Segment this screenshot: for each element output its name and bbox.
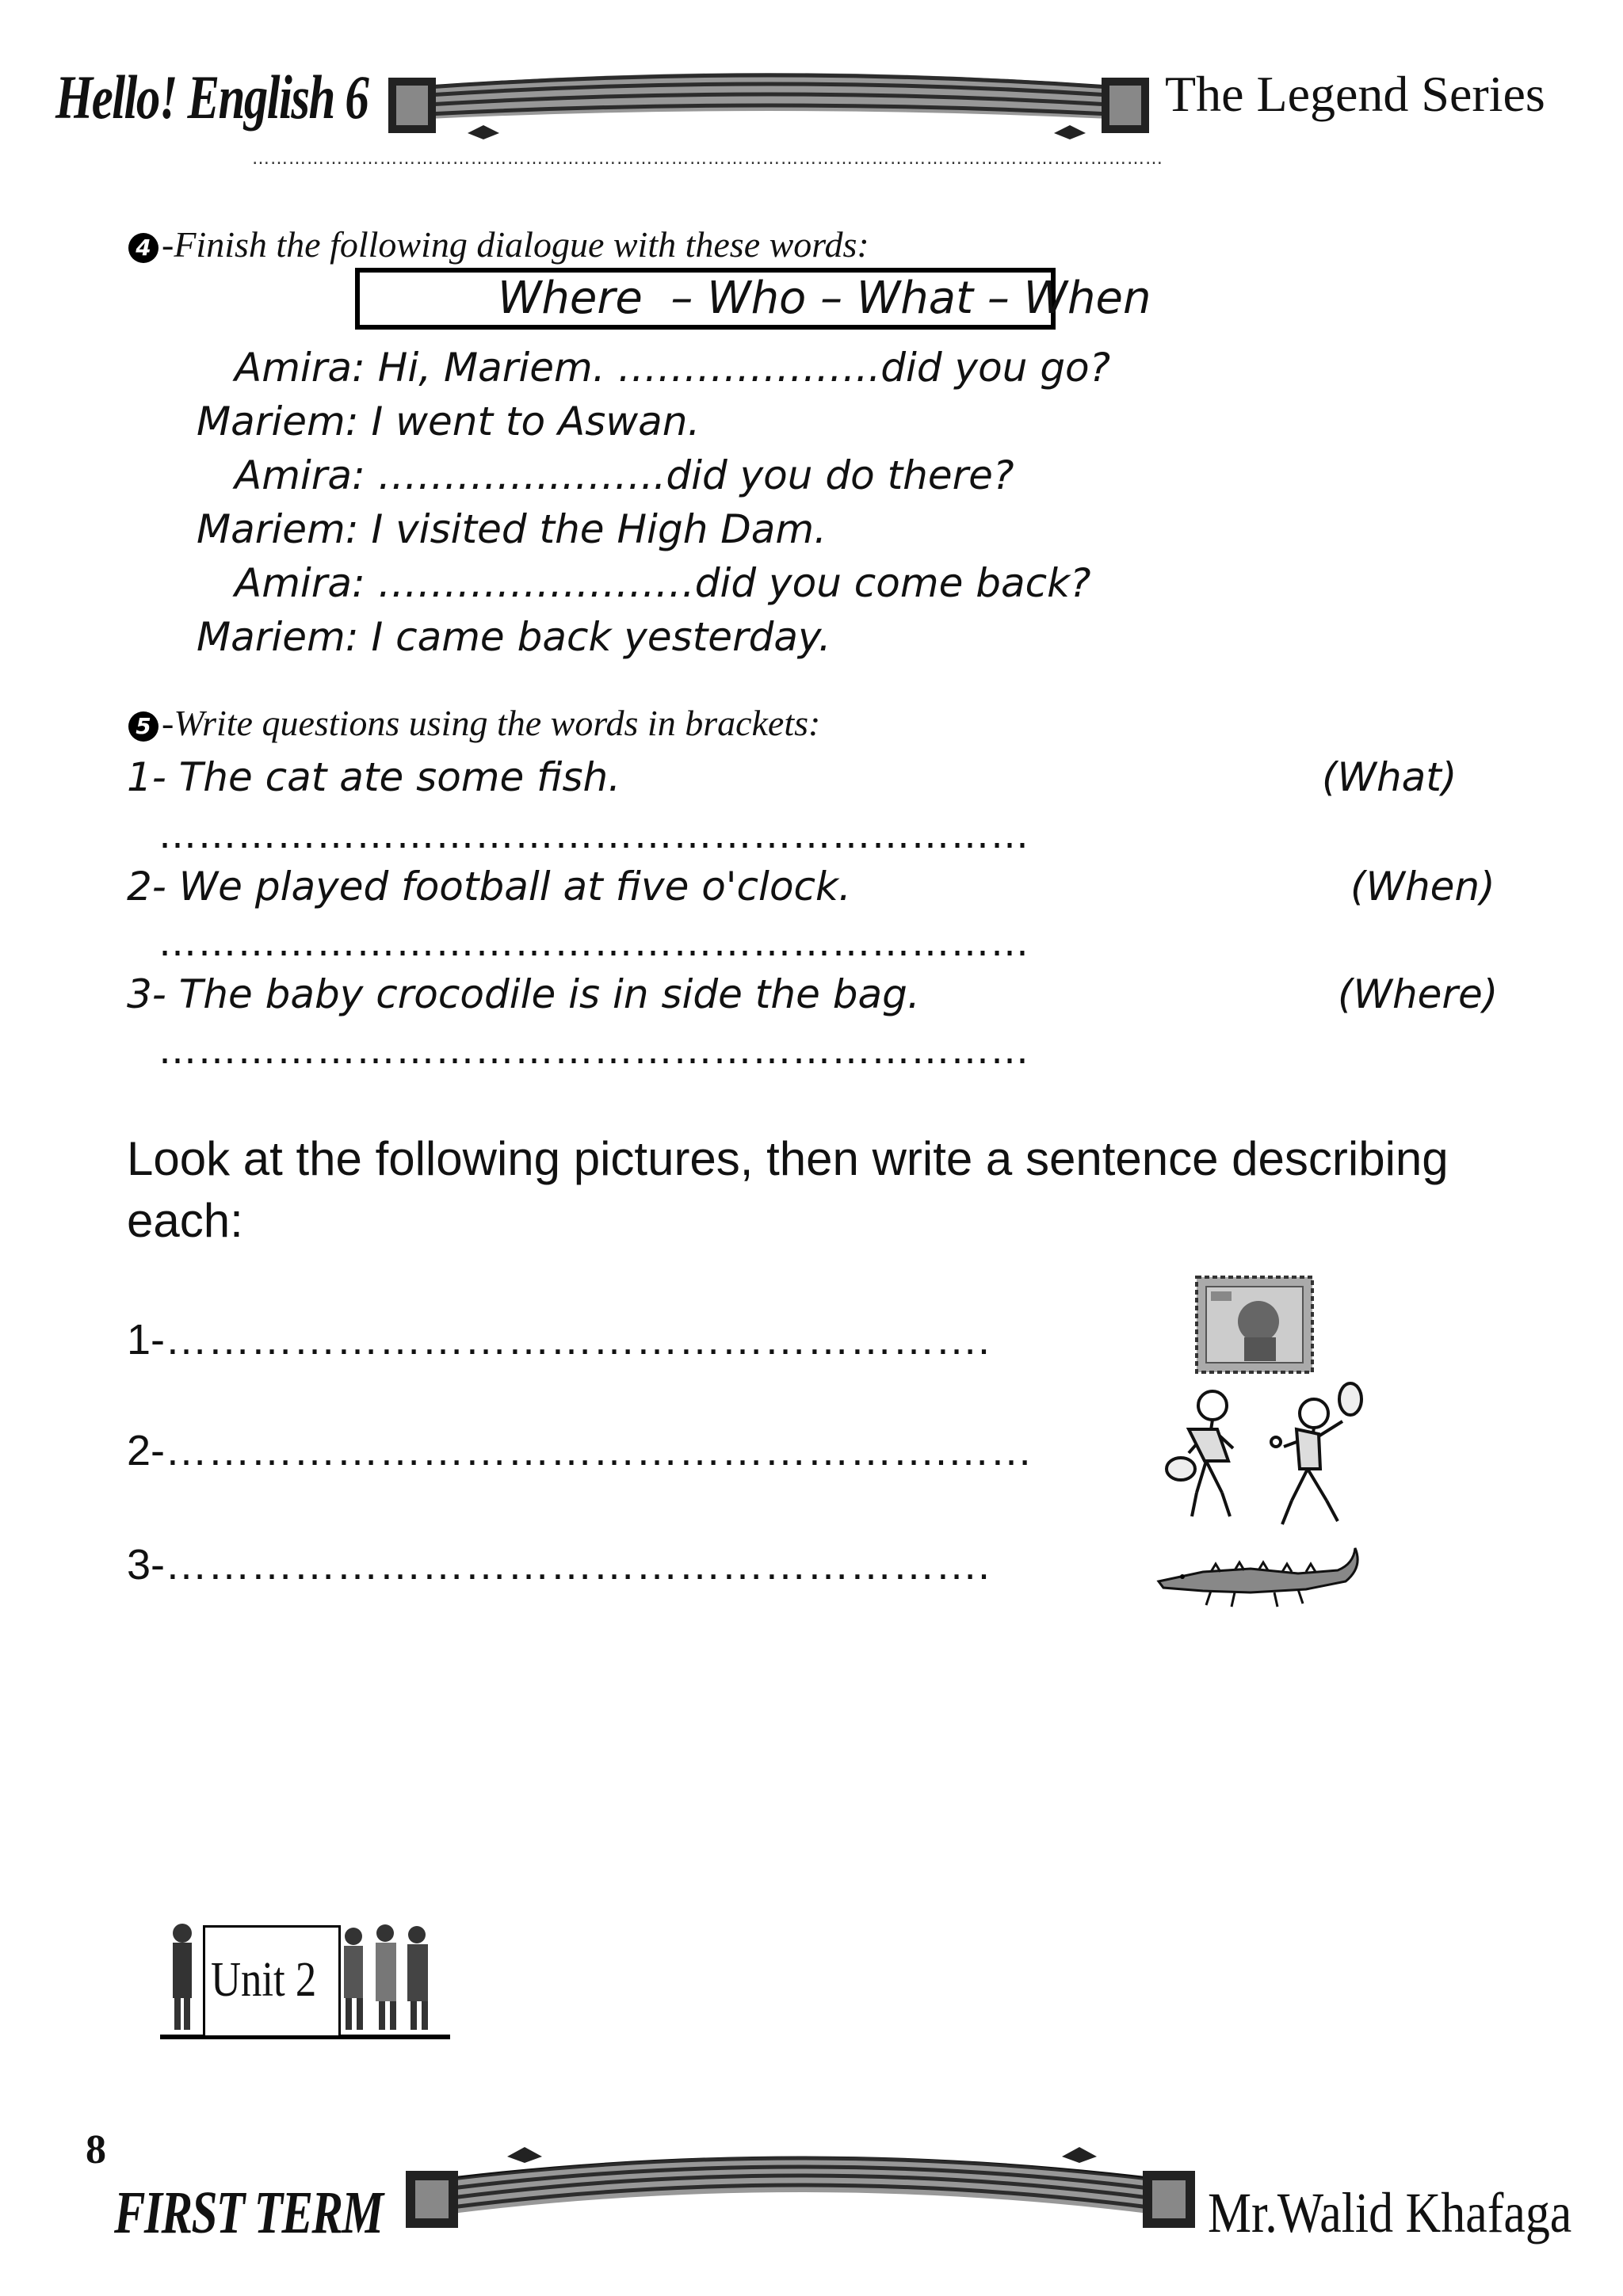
dialogue-speaker: Amira: (235, 560, 365, 606)
picture-answer-line[interactable]: 2-……………………………………………….…… (127, 1427, 1033, 1474)
dialogue-line (197, 398, 700, 445)
dialogue-text: Hi, Mariem. ………………..did you go? (377, 345, 1111, 391)
stamp-picture (1195, 1276, 1314, 1374)
exercise4-instruction: -Finish the following dialogue with these words: (162, 224, 869, 265)
footer-banner-ornament (396, 2131, 1205, 2234)
header-dotted-rule: …………………………………………………………………………………………………………………………………… (252, 149, 1163, 169)
dialogue-line (235, 559, 1091, 607)
picture-answer-line[interactable]: 3-…………………………………………………. (127, 1541, 991, 1589)
dialogue-line (235, 452, 1014, 499)
crocodile-picture (1155, 1540, 1361, 1619)
book-title: Hello! English 6 (55, 63, 369, 132)
pictures-instruction-line1: Look at the following pictures, then write a sentence describing (127, 1132, 1449, 1185)
dialogue-speaker: Mariem: (197, 506, 359, 552)
page-number: 8 (86, 2127, 106, 2172)
question-word: (Where) (1338, 971, 1499, 1017)
question-text: 2- We played football at five o'clock. (127, 864, 851, 910)
children-tennis-picture (1157, 1382, 1363, 1532)
exercise5-instruction: -Write questions using the words in brackets: (162, 703, 821, 743)
header-banner-ornament (372, 63, 1165, 151)
term-label: FIRST TERM (114, 2180, 383, 2246)
question-word: (When) (1350, 864, 1495, 910)
dialogue-line (197, 613, 831, 661)
question-text: 3- The baby crocodile is in side the bag. (127, 971, 920, 1017)
dialogue-speaker: Amira: (235, 452, 365, 498)
answer-line[interactable]: ………………………………………………………… (158, 921, 1030, 965)
exercise5-number: 5 (128, 711, 158, 742)
dialogue-text: I went to Aswan. (371, 399, 701, 444)
answer-line[interactable]: ………………………………………………………… (158, 813, 1030, 857)
dialogue-text: …………..……..did you do there? (377, 452, 1014, 498)
dialogue-speaker: Amira: (235, 345, 365, 391)
pictures-instruction-line2: each: (127, 1194, 243, 1247)
exercise5-heading (128, 702, 820, 744)
question-word: (What) (1322, 754, 1457, 800)
dialogue-speaker: Mariem: (197, 399, 359, 444)
dialogue-speaker: Mariem: (197, 614, 359, 660)
dialogue-text: ……………………did you come back? (377, 560, 1091, 606)
answer-line[interactable]: ………………………………………………………… (158, 1028, 1030, 1073)
question-text: 1- The cat ate some fish. (127, 754, 621, 800)
exercise4-number: 4 (128, 233, 158, 263)
dialogue-line (197, 505, 827, 553)
dialogue-text: I visited the High Dam. (371, 506, 827, 552)
unit-badge-label: Unit 2 (211, 1953, 317, 2007)
series-title: The Legend Series (1165, 66, 1545, 122)
author-name: Mr.Walid Khafaga (1208, 2181, 1572, 2245)
dialogue-line (235, 344, 1110, 391)
dialogue-text: I came back yesterday. (371, 614, 831, 660)
exercise4-heading (128, 223, 869, 265)
word-box-text: Where – Who – What – When (498, 273, 1151, 324)
picture-answer-line[interactable]: 1-…………………………………………………. (127, 1316, 991, 1363)
